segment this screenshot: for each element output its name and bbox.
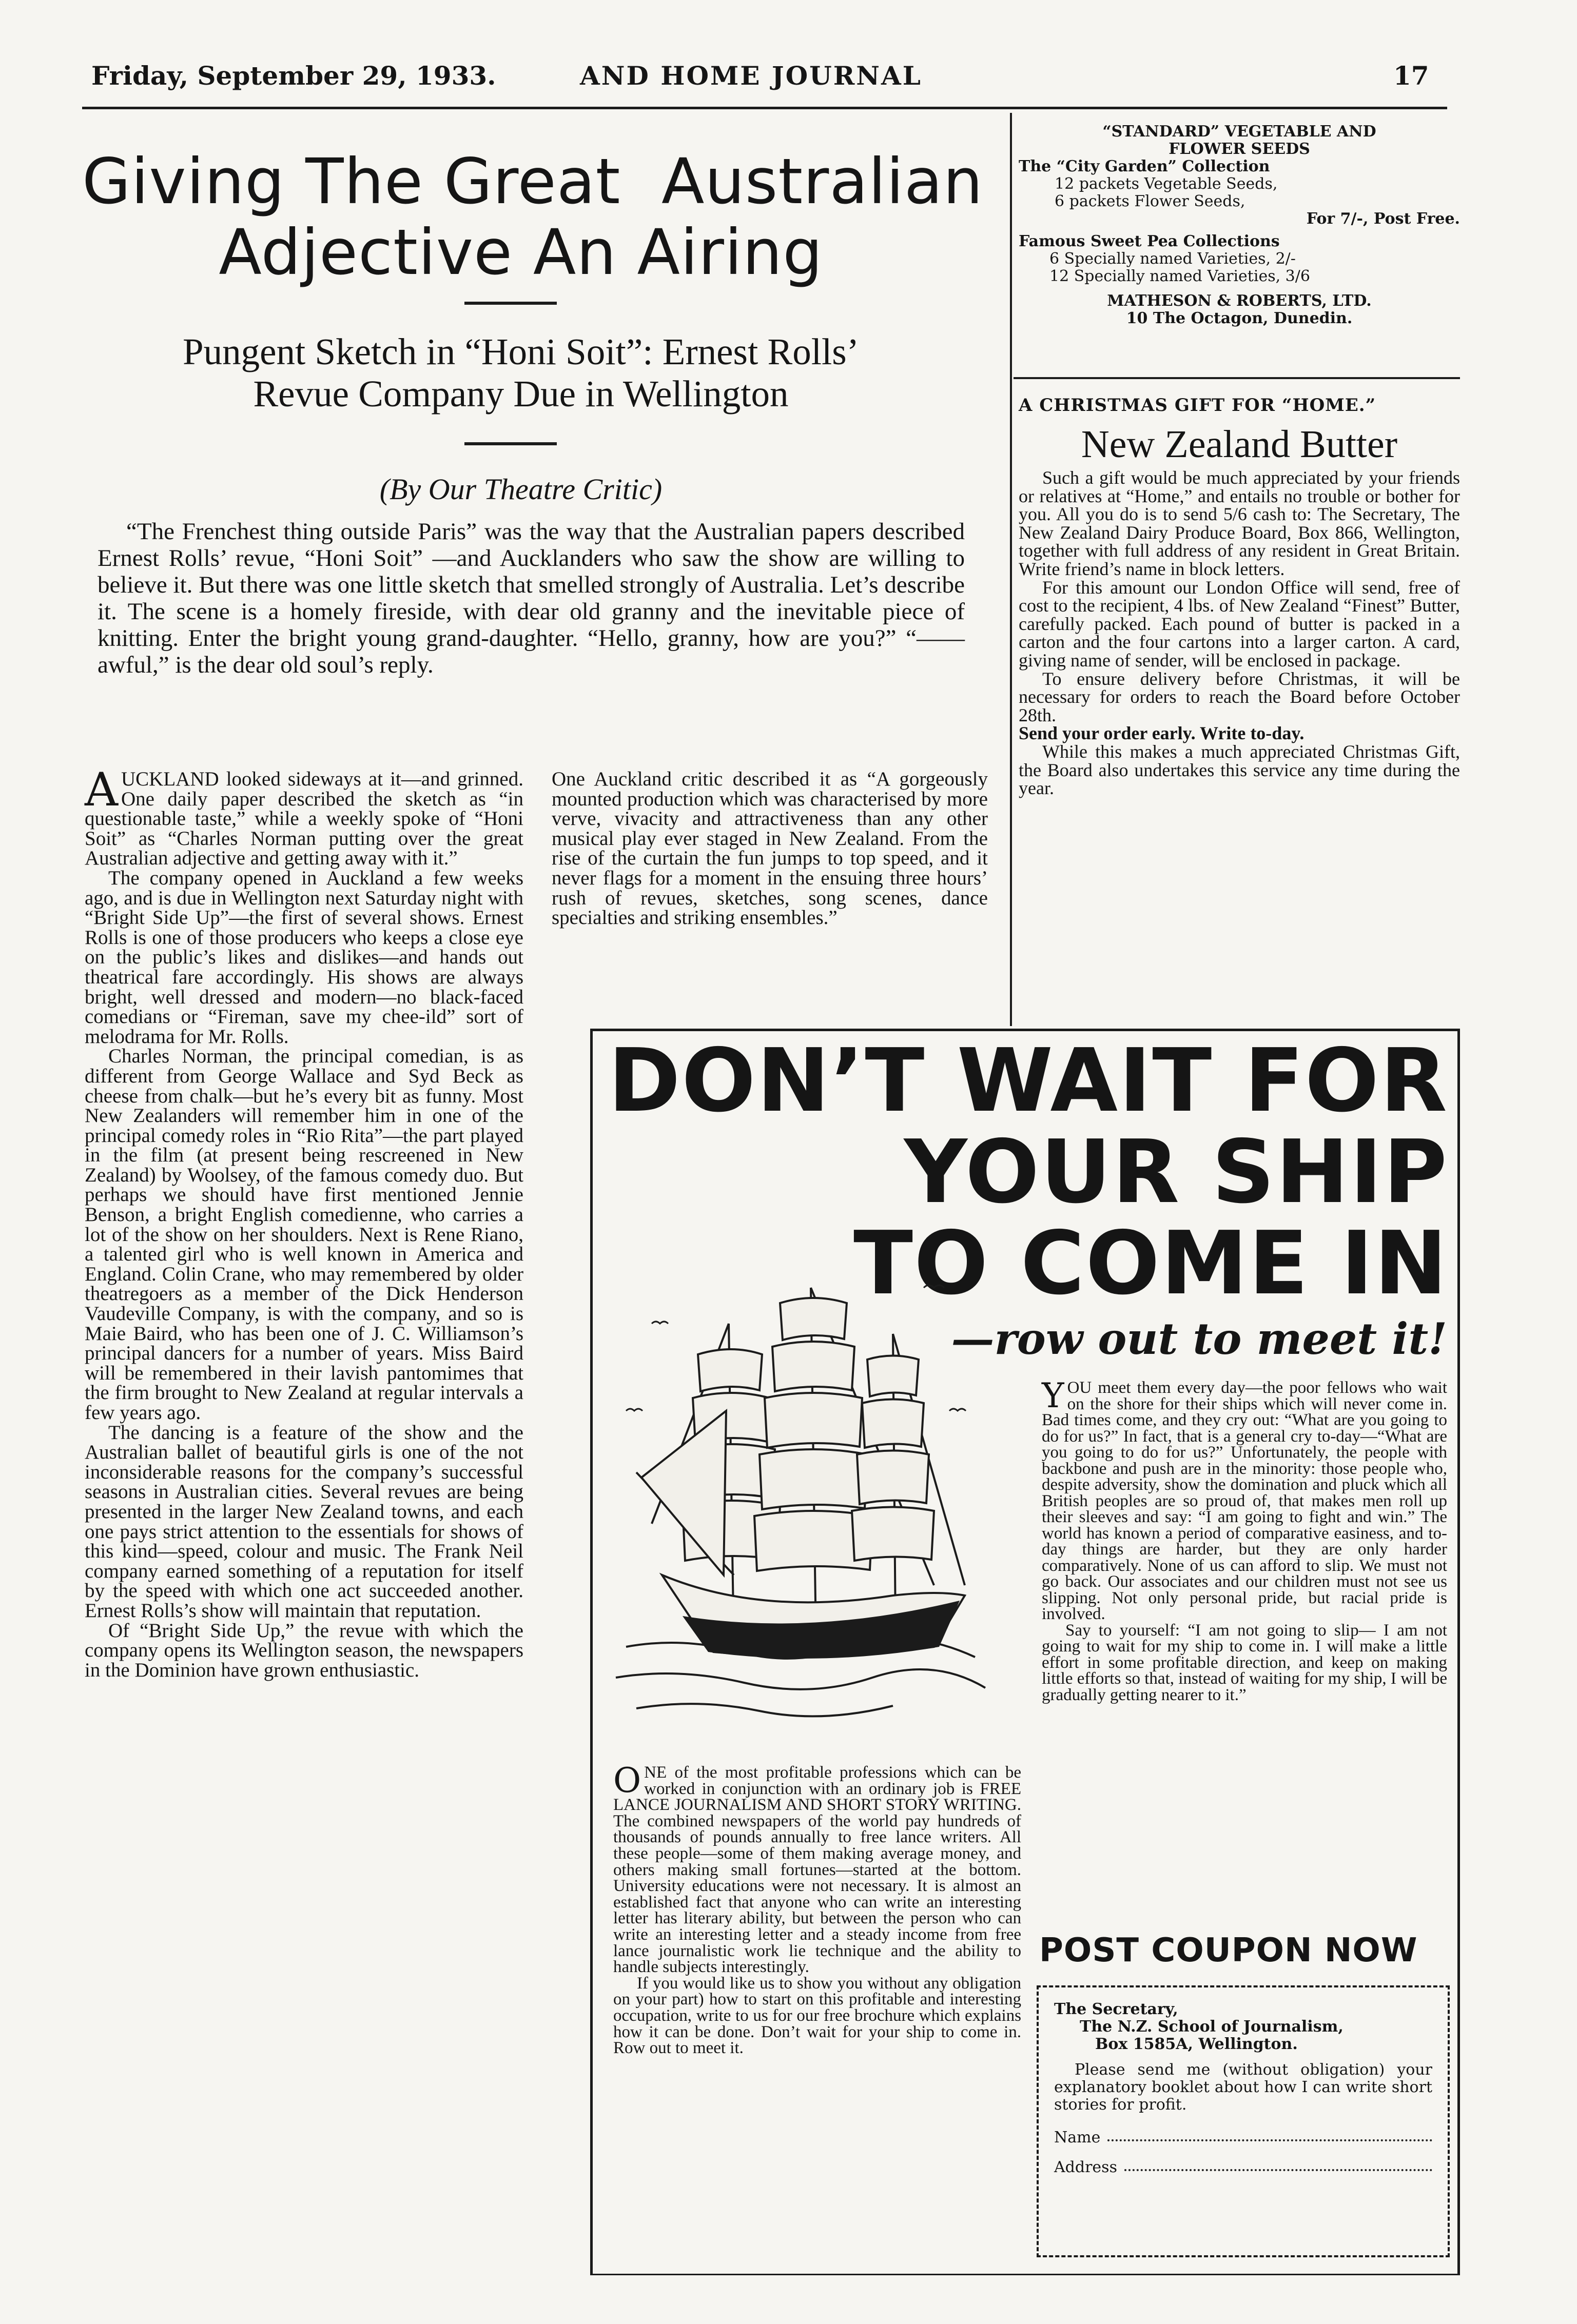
ad-right-first: OU meet them every day—the poor fellows who wait on the shore for their ships which will never come in. Bad times come, and they cry out: “What are you going to do for us?” In fact, that is a general cry to-day—“What are you going to do for us?” Unfortunately, the people with backbone and push are in the minority: those people who, despite adversity, show the domination and pluck which all British peoples are so proud of, that makes men roll up their sleeves and say: “I am going to fight and win.” The world has known a period of comparative easiness, and to-day things are harder, but they are only harder comparatively. None of us can afford to slip. We must not go back. Our associates and our children must not see us slipping. Not only personal pride, but racial pride is involved. bbox=[1042, 1378, 1447, 1623]
butter-para-2: For this amount our London Office will send, free of cost to the recipient, 4 lbs. of New Zealand “Finest” Butter, carefully packed. Each pound of butter is packed in a carton and the four cartons into a larger carton. A card, giving name of sender, will be enclosed in package. bbox=[1019, 577, 1460, 671]
coupon-title: POST COUPON NOW bbox=[1039, 1932, 1418, 1970]
article-headline bbox=[82, 145, 983, 289]
seeds-line-2: 12 packets Vegetable Seeds, bbox=[1055, 175, 1278, 193]
article-col1-para-1 bbox=[85, 763, 523, 870]
ad-headline-line-3: TO COME IN bbox=[853, 1213, 1448, 1314]
coupon-box[interactable] bbox=[1037, 1985, 1450, 2257]
seeds-firm: MATHESON & ROBERTS, LTD. bbox=[1107, 292, 1372, 310]
butter-para-4: Send your order early. Write to-day. bbox=[1019, 723, 1305, 744]
byline: (By Our Theatre Critic) bbox=[379, 472, 663, 506]
seeds-address: 10 The Octagon, Dunedin. bbox=[1126, 309, 1353, 327]
lead-paragraph: “The Frenchest thing outside Paris” was the way that the Australian papers described Ernest Rolls’ revue, “Honi Soit” —and Aucklanders who saw the show are willing to believe it. But there was one little sketch that smelled strongly of Australia. Let’s describe it. The scene is a homely fireside, with dear old granny and the inevitable piece of knitting. Enter the bright young grand-daughter. “Hello, granny, how are you?” “—— awful,” is the dear old soul’s reply. bbox=[98, 518, 965, 678]
seeds-title-1: “STANDARD” VEGETABLE AND bbox=[1102, 123, 1376, 141]
ad-right-drop-cap: Y bbox=[1042, 1376, 1064, 1415]
drop-cap: A bbox=[85, 763, 118, 817]
ad-left-drop-cap: O bbox=[613, 1761, 641, 1800]
ad-right-para-2: Say to yourself: “I am not going to slip— I am not going to wait for my ship to come in. I will make a little effort in some profitable direction, and keep on making little efforts so that, instead of waiting for my ship, I will be gradually getting nearer to it.” bbox=[1042, 1621, 1447, 1704]
name-dotted-line bbox=[1107, 2139, 1432, 2141]
butter-para-1: Such a gift would be much appreciated by your friends or relatives at “Home,” and entails no trouble or bother for you. All you do is to send 5/6 cash to: The Secretary, The New Zealand Dairy Produce Board, Box 866, Wellington, together with full address of any resident in Great Britain. Write friend’s name in block letters. bbox=[1019, 467, 1460, 579]
seeds-line-5: Famous Sweet Pea Collections bbox=[1019, 232, 1280, 250]
ship-drawing bbox=[606, 1257, 996, 1739]
coupon-name-field[interactable] bbox=[1054, 2129, 1432, 2146]
coupon-to-1: The Secretary, bbox=[1054, 2000, 1178, 2018]
header-date: Friday, September 29, 1933. bbox=[91, 61, 496, 91]
seeds-line-3: 6 packets Flower Seeds, bbox=[1055, 192, 1245, 210]
butter-para-3: To ensure delivery before Christmas, it will be necessary for orders to reach the Board before October 28th. bbox=[1019, 668, 1460, 725]
column-divider-right bbox=[1010, 113, 1012, 1026]
ad-right-text bbox=[1042, 1376, 1447, 1704]
article-col1-para-2: The company opened in Auckland a few weeks ago, and is due in Wellington next Saturday night with “Bright Side Up”—the first of several shows. Ernest Rolls is one of those producers who keeps a close eye on the public’s likes and dislikes—and hands out theatrical fare accordingly. His shows are always bright, well dressed and modern—no black-faced comedians or “Fireman, save my chee-ild” sort of melodrama for Mr. Rolls. bbox=[85, 866, 523, 1048]
article-col1-para-5: Of “Bright Side Up,” the revue with which the company opens its Wellington season, the newspapers in the Dominion have grown enthusiastic. bbox=[85, 1619, 523, 1681]
seeds-line-7: 12 Specially named Varieties, 3/6 bbox=[1049, 267, 1310, 285]
article-col1-para-3: Charles Norman, the principal comedian, is as different from George Wallace and Syd Beck as cheese from chalk—but he’s every bit as funny. Most New Zealanders will remember him in one of the principal comedy roles in “Rio Rita”—the part played in the film (at present being rescreened in New Zealand) by Woolsey, of the famous comedy duo. But perhaps we should have first mentioned Jennie Benson, a bright English comedienne, who carries a lot of the show on her shoulders. Next is Rene Riano, a talented girl who is well known in America and England. Colin Crane, who may remembered by older theatregoers as a member of the Dick Henderson Vaudeville Company, is with the company, and so is Maie Baird, who has been one of J. C. Williamson’s principal dancers for a number of years. Miss Baird will be remembered in their lavish pantomimes that the firm brought to New Zealand at regular intervals a few years ago. bbox=[85, 1045, 523, 1424]
col1-first-text: UCKLAND looked sideways at it—and grinned. One daily paper described the sketch as “in questionable taste,” while a weekly spoke of “Honi Soit” as “Charles Norman putting over the great Australian adjective and getting away with it.” bbox=[85, 768, 523, 870]
ad-left-first: NE of the most profitable professions which can be worked in conjunction with an ordinary job is FREE LANCE JOURNALISM AND SHORT STORY WRITING. The combined newspapers of the world pay hundreds of thousands of pounds annually to free lance writers. All these people—some of them making average money, and others making small fortunes—started at the bottom. University educations were not necessary. It is almost an established fact that anyone who can write an interesting letter has literary ability, but between the person who can write an interesting letter and a steady income from free lance journalistic work lie technique and the ability to handle subjects interestingly. bbox=[613, 1763, 1021, 1977]
headline-line-2: Adjective An Airing bbox=[219, 216, 823, 289]
butter-ad bbox=[1019, 395, 1460, 798]
coupon-address-field[interactable] bbox=[1054, 2159, 1432, 2176]
butter-title: New Zealand Butter bbox=[1081, 423, 1398, 466]
article-column-2 bbox=[552, 770, 988, 928]
coupon-body: Please send me (without obligation) your explanatory booklet about how I can write short stories for profit. bbox=[1054, 2061, 1432, 2114]
address-dotted-line bbox=[1124, 2169, 1432, 2171]
article-subhead bbox=[82, 331, 960, 415]
coupon-name-label: Name bbox=[1054, 2129, 1101, 2146]
article-lead bbox=[98, 518, 965, 678]
seeds-line-1: The “City Garden” Collection bbox=[1019, 157, 1270, 175]
page-number: 17 bbox=[1393, 61, 1429, 91]
headline-line-1: Giving The Great Australian bbox=[82, 145, 983, 218]
subhead-divider bbox=[464, 442, 557, 445]
sailing-ship-illustration bbox=[606, 1257, 996, 1739]
header-rule bbox=[82, 107, 1447, 109]
seeds-ad-rule bbox=[1014, 377, 1460, 379]
article-col2-para-1: One Auckland critic described it as “A gorgeously mounted production which was characterised by more verve, vivacity and attractiveness than any other musical play ever staged in New Zealand. From the rise of the curtain the fun jumps to top speed, and it never flags for a moment in the ensuing three hours’ rush of revues, sketches, song scenes, dance specialties and striking ensembles.” bbox=[552, 768, 988, 929]
ad-left-text bbox=[613, 1761, 1021, 2058]
seeds-ad bbox=[1019, 123, 1460, 327]
subhead-line-2: Revue Company Due in Wellington bbox=[253, 373, 789, 415]
ad-tagline: —row out to meet it! bbox=[951, 1313, 1447, 1364]
headline-divider bbox=[464, 302, 557, 305]
article-column-1 bbox=[85, 763, 523, 1681]
subhead-line-1: Pungent Sketch in “Honi Soit”: Ernest Rolls’ bbox=[183, 331, 859, 372]
ad-left-para-2: If you would like us to show you without any obligation on your part) how to start on this profitable and interesting occupation, write to us for our free brochure which explains how it can be done. Don’t wait for your ship to come in. Row out to meet it. bbox=[613, 1974, 1021, 2058]
seeds-title-2: FLOWER SEEDS bbox=[1169, 140, 1310, 158]
coupon-to-3: Box 1585A, Wellington. bbox=[1095, 2035, 1298, 2053]
article-col1-para-4: The dancing is a feature of the show and the Australian ballet of beautiful girls is one of the not inconsiderable reasons for the company’s successful seasons in Australian cities. Several revues are being presented in the larger New Zealand towns, and each one pays strict attention to the essentials for shows of this kind—speed, colour and music. The Frank Neil company earned something of a reputation for itself by the speed with which one act succeeded another. Ernest Rolls’s show will maintain that reputation. bbox=[85, 1421, 523, 1622]
coupon-to-2: The N.Z. School of Journalism, bbox=[1080, 2018, 1344, 2036]
butter-kicker: A CHRISTMAS GIFT FOR “HOME.” bbox=[1019, 395, 1376, 416]
journalism-ad bbox=[590, 1029, 1460, 2275]
coupon-address-label: Address bbox=[1054, 2158, 1117, 2176]
butter-para-5: While this makes a much appreciated Christmas Gift, the Board also undertakes this service any time during the year. bbox=[1019, 741, 1460, 799]
ad-headline-line-2: YOUR SHIP bbox=[904, 1121, 1448, 1223]
ad-left-para-1 bbox=[613, 1761, 1021, 1977]
masthead: AND HOME JOURNAL bbox=[580, 61, 922, 91]
ad-headline-line-1: DON’T WAIT FOR bbox=[608, 1030, 1448, 1132]
butter-body bbox=[1019, 469, 1460, 798]
ad-right-para-1 bbox=[1042, 1376, 1447, 1623]
seeds-line-4: For 7/-, Post Free. bbox=[1306, 210, 1460, 228]
seeds-line-6: 6 Specially named Varieties, 2/- bbox=[1049, 250, 1296, 268]
